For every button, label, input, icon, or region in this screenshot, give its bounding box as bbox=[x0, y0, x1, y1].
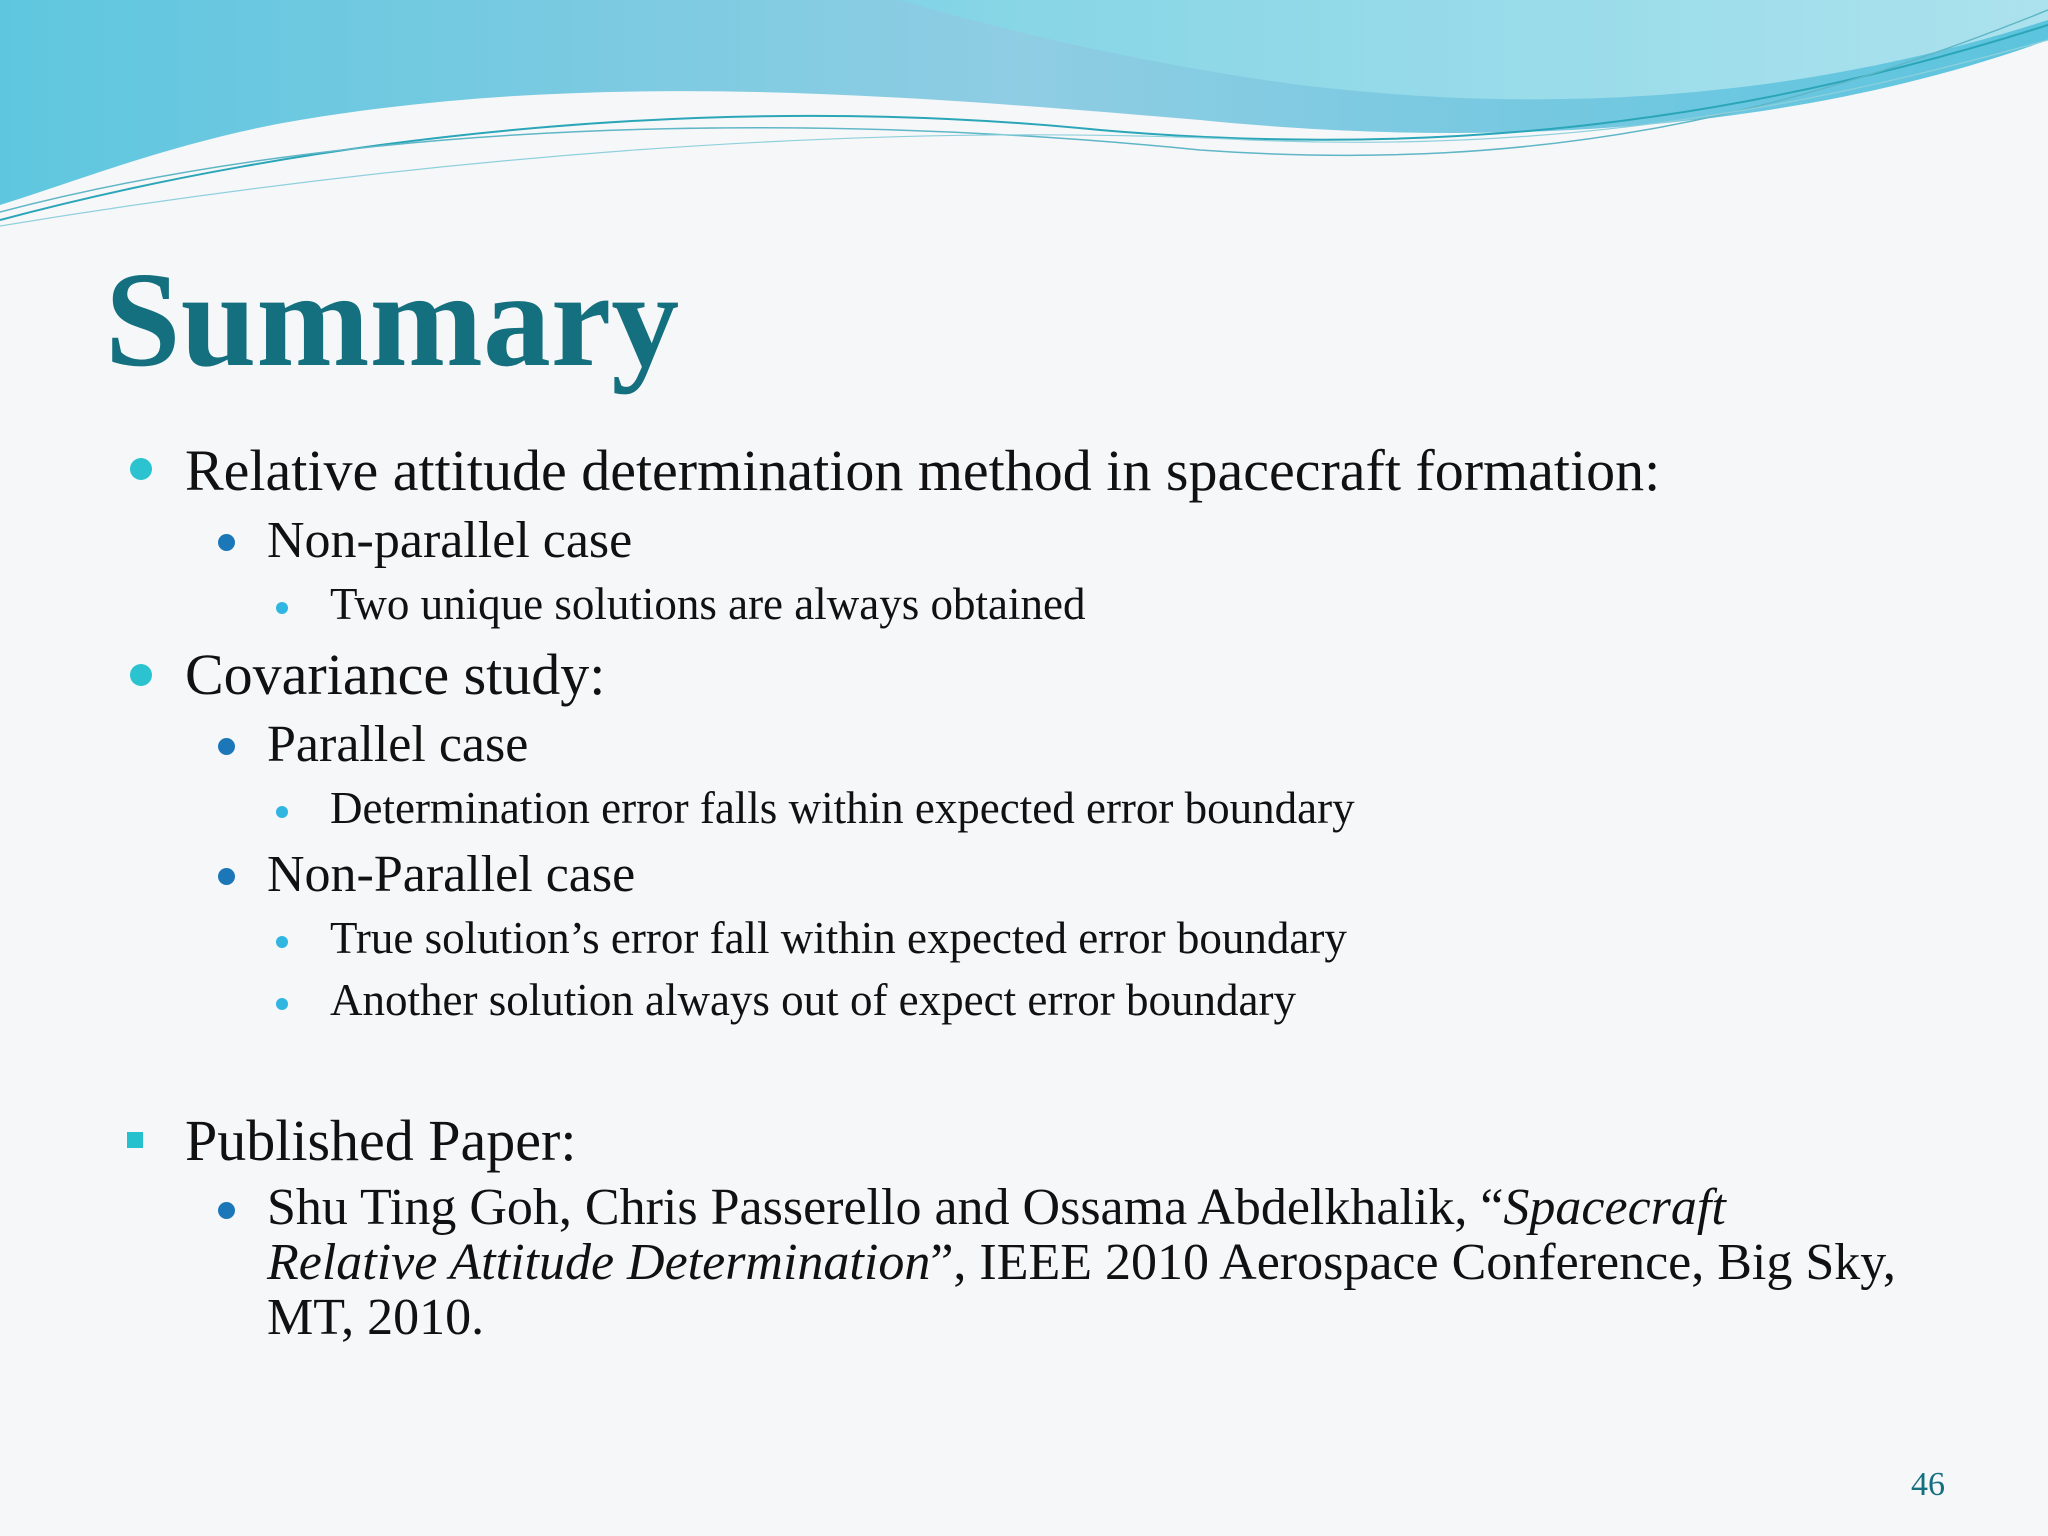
slide-title: Summary bbox=[105, 245, 680, 395]
square-bullet-icon bbox=[127, 1132, 143, 1148]
bullet-dot bbox=[276, 998, 288, 1010]
header-wave-decoration bbox=[0, 0, 2048, 240]
bullet-text-l1: Relative attitude determination method in spacecraft formation: bbox=[185, 438, 1661, 503]
reference-venue: ”, IEEE 2010 Aerospace Conference, Big Sky, MT, 2010. bbox=[267, 1234, 1896, 1347]
bullet-text-l2: Parallel case bbox=[267, 716, 529, 773]
bullet-dot bbox=[218, 738, 235, 755]
bullet-text-l3: True solution’s error fall within expected error boundary bbox=[330, 913, 1347, 963]
bullet-dot bbox=[276, 936, 288, 948]
reference-title: Spacecraft Relative Attitude Determination bbox=[267, 1179, 1726, 1292]
bullet-dot bbox=[130, 664, 152, 686]
published-label: Published Paper: bbox=[185, 1108, 577, 1173]
bullet-text-l3: Two unique solutions are always obtained bbox=[330, 579, 1086, 629]
bullet-dot bbox=[276, 806, 288, 818]
bullet-dot bbox=[218, 868, 235, 885]
bullet-text-l3: Determination error falls within expected error boundary bbox=[330, 783, 1355, 833]
bullet-text-l3: Another solution always out of expect error boundary bbox=[330, 975, 1296, 1025]
bullet-text-l1: Covariance study: bbox=[185, 642, 606, 707]
reference-citation bbox=[267, 1180, 1907, 1345]
bullet-dot bbox=[218, 1202, 235, 1219]
bullet-text-l2: Non-parallel case bbox=[267, 512, 633, 569]
bullet-dot bbox=[276, 602, 288, 614]
reference-authors: Shu Ting Goh, Chris Passerello and Ossama Abdelkhalik, “ bbox=[267, 1179, 1504, 1236]
page-number: 46 bbox=[1911, 1466, 1945, 1503]
bullet-dot bbox=[218, 534, 235, 551]
bullet-text-l2: Non-Parallel case bbox=[267, 846, 636, 903]
bullet-dot bbox=[130, 458, 152, 480]
